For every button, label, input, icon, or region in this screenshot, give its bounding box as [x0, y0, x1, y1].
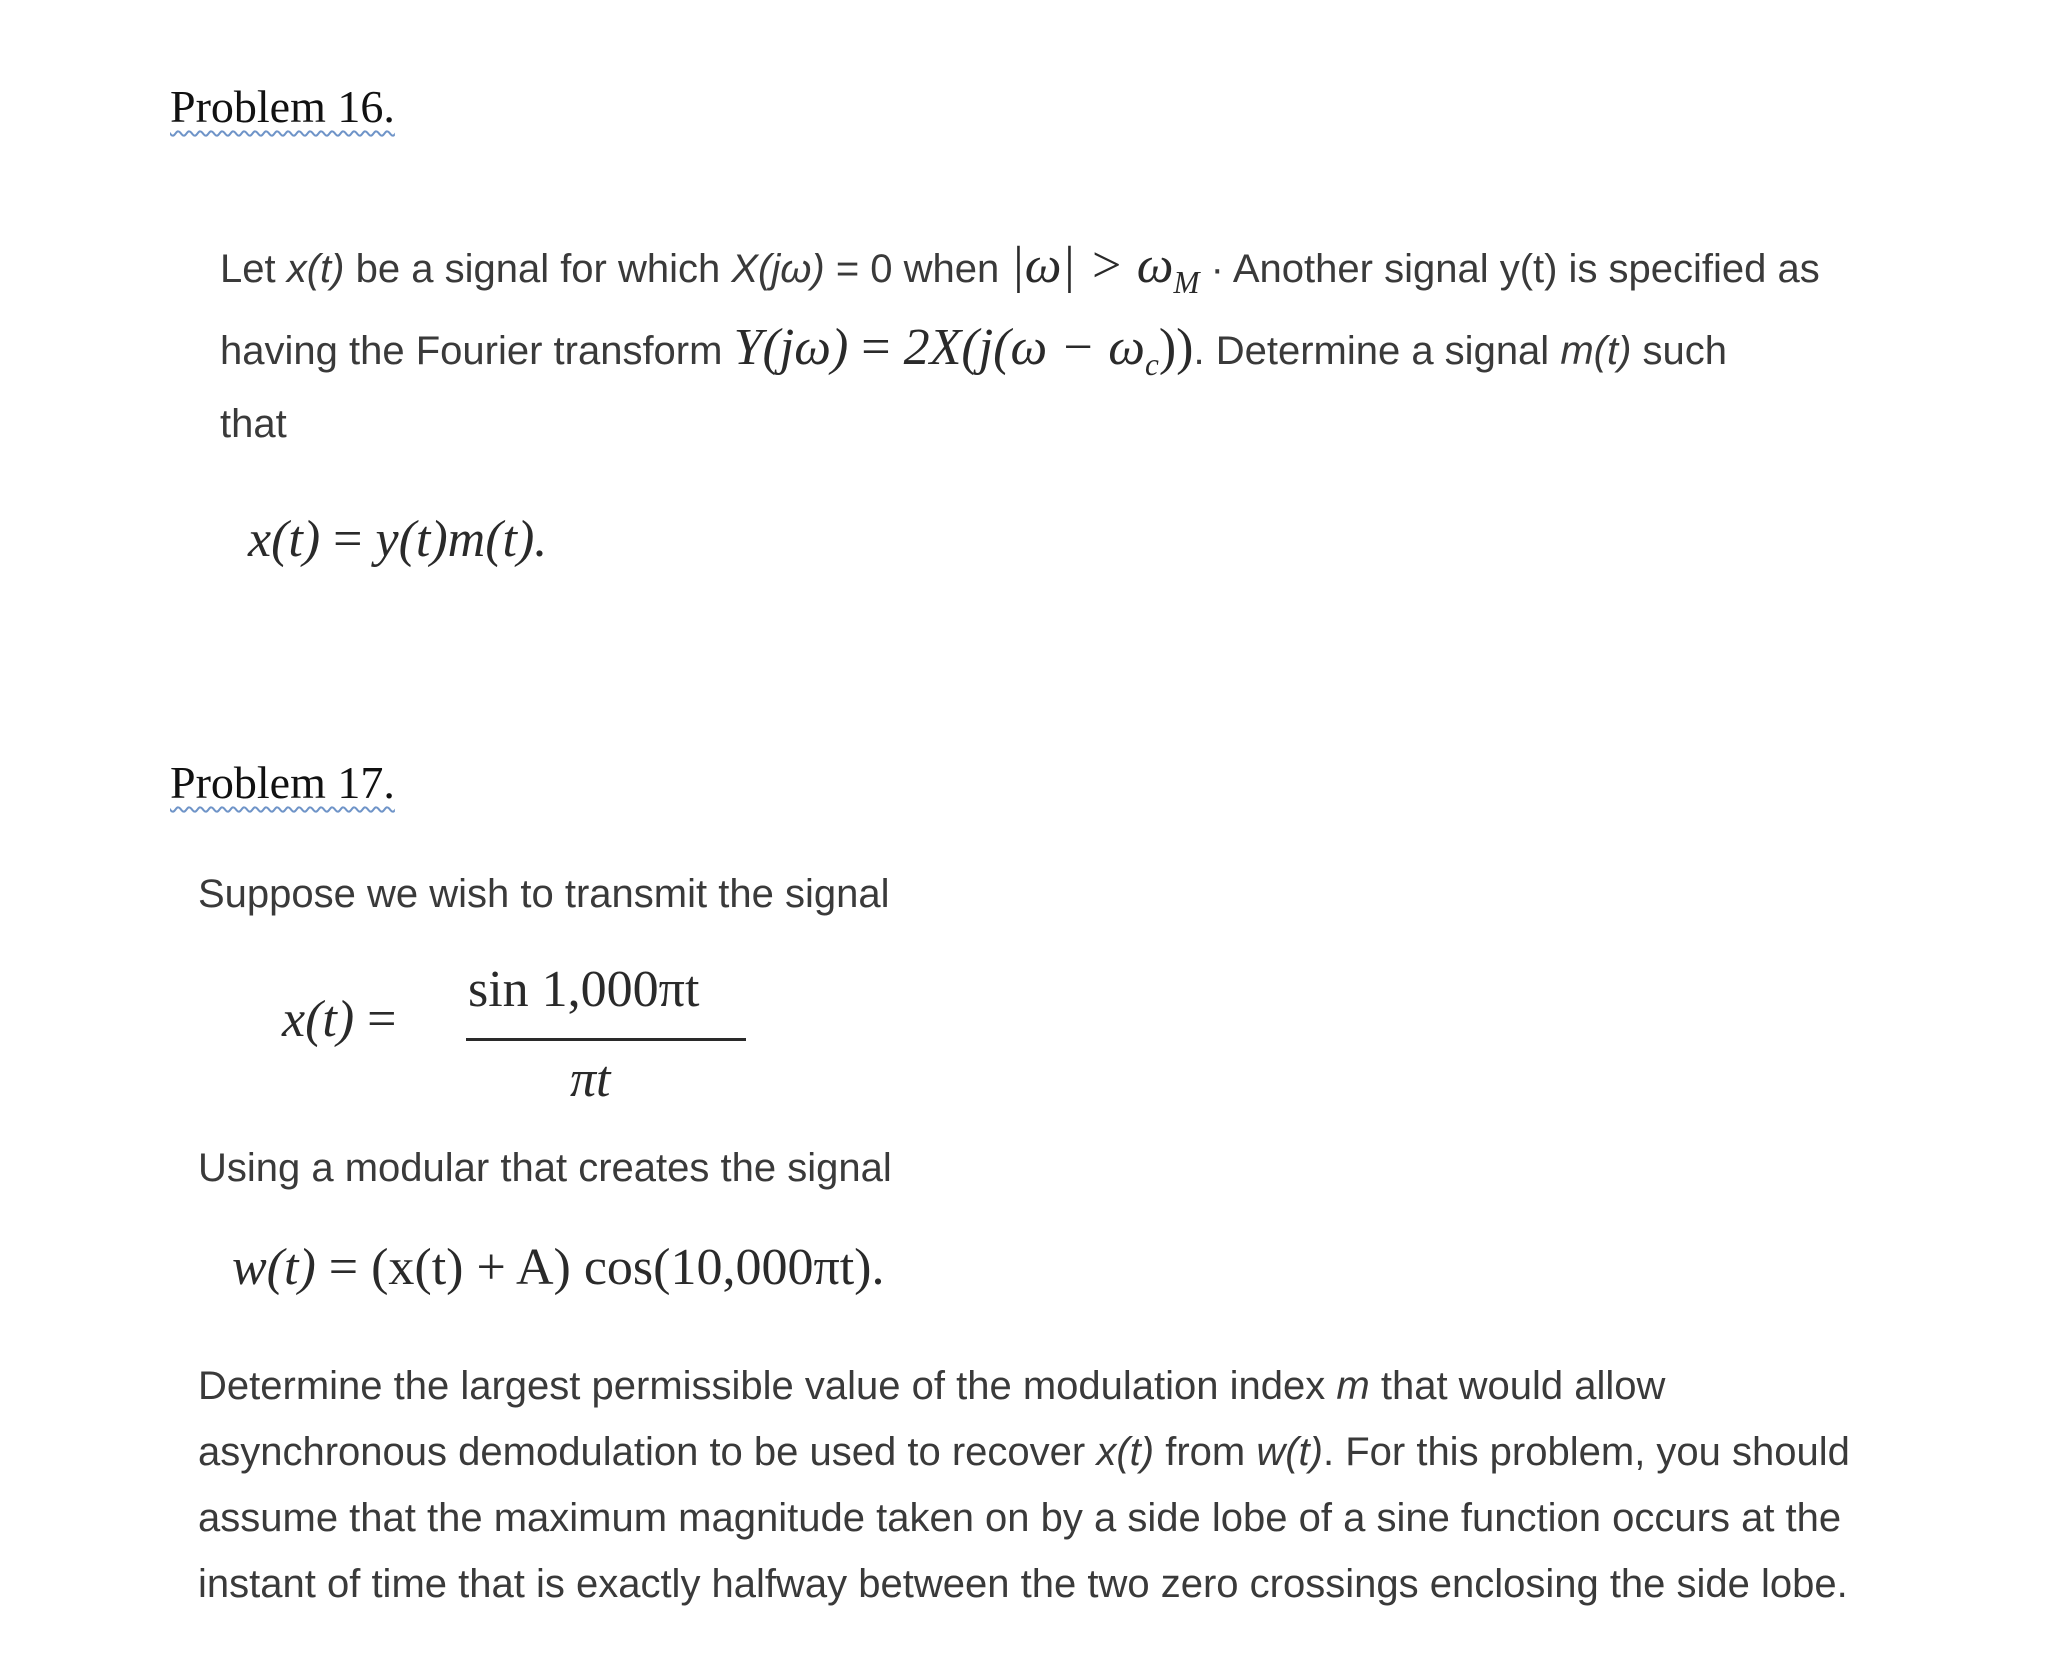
p16-eq-equals: =	[320, 511, 376, 568]
p16-text: such	[1631, 329, 1727, 373]
problem-17-heading: Problem 17.	[170, 757, 395, 808]
p16-text: having the Fourier transform	[220, 329, 734, 373]
p16-m-t: m(t)	[1560, 329, 1632, 373]
w-eq-equals: =	[315, 1239, 372, 1296]
p16-text: Let	[220, 247, 287, 291]
p16-text: be a signal for which	[344, 247, 732, 291]
x-eq-denominator	[570, 1050, 611, 1109]
p16-eq-sub: c	[1144, 346, 1159, 382]
p16-condition-expr: |ω| > ω	[1010, 237, 1174, 294]
p16-x-t: x(t)	[286, 247, 345, 291]
p17-paragraph-line-1	[198, 1364, 1665, 1409]
p16-eq-end: ))	[1158, 319, 1194, 376]
x-eq-equals: =	[354, 991, 397, 1048]
p17-text: that would allow	[1369, 1364, 1666, 1408]
p16-line-3: that	[220, 402, 287, 446]
w-eq-rhs: (x(t) + A) cos(10,000πt).	[371, 1239, 885, 1296]
fraction-bar	[466, 1038, 746, 1041]
p17-paragraph-line-4: instant of time that is exactly halfway between the two zero crossings enclosing the side lobe.	[198, 1562, 1848, 1606]
p16-condition-math	[1010, 237, 1200, 300]
p16-X-jw: X(jω)	[731, 247, 825, 291]
x-eq-x-t: x(t)	[282, 991, 355, 1048]
p16-eq-lhs: Y(jω)	[733, 319, 849, 376]
w-equation	[232, 1238, 884, 1297]
p17-x-t: x(t)	[1096, 1430, 1155, 1474]
p17-text: . For this problem, you should	[1322, 1430, 1850, 1474]
p16-eq-ym: y(t)m(t).	[375, 511, 548, 568]
w-eq-lhs: w(t)	[232, 1239, 316, 1296]
p16-text: · Another signal y(t) is specified as	[1210, 247, 1820, 291]
p17-paragraph-line-3: assume that the maximum magnitude taken on by a side lobe of a sine function occurs at the	[198, 1496, 1842, 1540]
x-eq-lhs	[282, 990, 397, 1049]
p16-fourier-eq	[733, 319, 1194, 382]
p17-modulator-text: Using a modular that creates the signal	[198, 1146, 892, 1190]
p16-eq-x: x(t)	[248, 511, 321, 568]
x-eq-den-text: πt	[570, 1051, 611, 1108]
p16-eq-op: =	[848, 319, 904, 376]
p17-text: Determine the largest permissible value of the modulation index	[198, 1364, 1337, 1408]
p17-text: asynchronous demodulation to be used to recover	[198, 1430, 1097, 1474]
p16-condition-sub: M	[1173, 264, 1200, 300]
p16-line-1	[220, 236, 1820, 300]
x-eq-numerator: sin 1,000πt	[468, 961, 700, 1018]
p17-m: m	[1336, 1364, 1370, 1408]
p16-eq-rhs: 2X(j(ω − ω	[903, 319, 1145, 376]
problem-16-heading: Problem 16.	[170, 81, 395, 132]
p17-intro: Suppose we wish to transmit the signal	[198, 872, 890, 916]
p16-equation	[248, 510, 547, 569]
p17-paragraph-line-2	[198, 1430, 1850, 1475]
p17-text: from	[1154, 1430, 1257, 1474]
p16-text: = 0 when	[824, 247, 1011, 291]
p16-line-2	[220, 318, 1727, 382]
p17-w-t: w(t)	[1256, 1430, 1323, 1474]
p16-text: . Determine a signal	[1193, 329, 1561, 373]
